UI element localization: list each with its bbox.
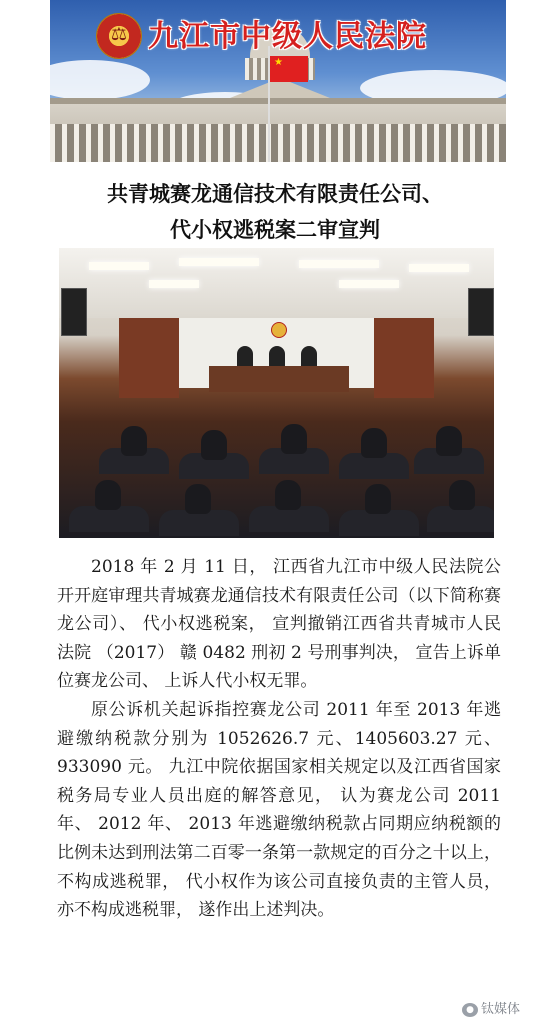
- audience-member: [361, 428, 387, 458]
- monitor-screen: [468, 288, 494, 336]
- monitor-screen: [61, 288, 87, 336]
- audience-member: [365, 484, 391, 514]
- audience-member: [449, 480, 475, 510]
- national-flag-icon: ★: [270, 56, 308, 82]
- audience-member: [201, 430, 227, 460]
- judge-figure: [237, 346, 253, 368]
- judge-figure: [269, 346, 285, 368]
- ceiling-light: [299, 260, 379, 268]
- article-paragraph: 原公诉机关起诉指控赛龙公司 2011 年至 2013 年逃避缴纳税款分别为 1052626.7 元、1405603.27 元、933090 元。 九江中院依据国家相关规定以及江西省国家税务局专业人员出庭的解答意见， 认为赛龙公司 2011 年、 2012 年、 2013 年逃避缴纳税款占同期应纳税额的比例未达到刑法第二百零一条第一款规定的百分之十以上， 不构成逃税罪， 代小权作为该公司直接负责的主管人员， 亦不构成逃税罪， 遂作出上述判决。: [57, 699, 501, 921]
- article-title: [0, 176, 550, 248]
- audience-member: [185, 484, 211, 514]
- watermark-text: 钛媒体: [481, 1002, 521, 1017]
- court-emblem-icon: ⚖: [96, 13, 142, 59]
- title-line-2: 代小权逃税案二审宣判: [170, 217, 380, 242]
- ceiling-light: [89, 262, 149, 270]
- courthouse-roofline: [50, 98, 506, 104]
- article-paragraph: 2018 年 2 月 11 日， 江西省九江市中级人民法院公开开庭审理共青城赛龙通信技术有限责任公司（以下简称赛龙公司）、 代小权逃税案， 宣判撤销江西省共青城市人民法院 （2017） 赣 0482 刑初 2 号刑事判决， 宣告上诉单位赛龙公司、 上诉人代小权无罪。: [57, 557, 501, 692]
- photo-ceiling: [59, 248, 494, 318]
- title-line-1: 共青城赛龙通信技术有限责任公司、: [107, 181, 443, 206]
- ceiling-light: [409, 264, 469, 272]
- ceiling-light: [179, 258, 259, 266]
- judge-figure: [301, 346, 317, 368]
- courthouse-columns: [50, 124, 506, 162]
- judges-bench: [209, 366, 349, 392]
- audience-member: [281, 424, 307, 454]
- courtroom-emblem-icon: [271, 322, 287, 338]
- ceiling-light: [339, 280, 399, 288]
- audience-member: [121, 426, 147, 456]
- court-name: 九江市中级人民法院: [148, 19, 427, 54]
- article-body: [57, 553, 501, 925]
- wood-panel: [374, 318, 434, 398]
- header-banner: [50, 0, 506, 162]
- wechat-icon: ●: [462, 1003, 478, 1017]
- audience-member: [95, 480, 121, 510]
- wood-panel: [119, 318, 179, 398]
- ceiling-light: [149, 280, 199, 288]
- watermark: [462, 1002, 520, 1018]
- cloud: [50, 60, 150, 100]
- audience-member: [275, 480, 301, 510]
- courtroom-photo: [59, 248, 494, 538]
- audience-member: [436, 426, 462, 456]
